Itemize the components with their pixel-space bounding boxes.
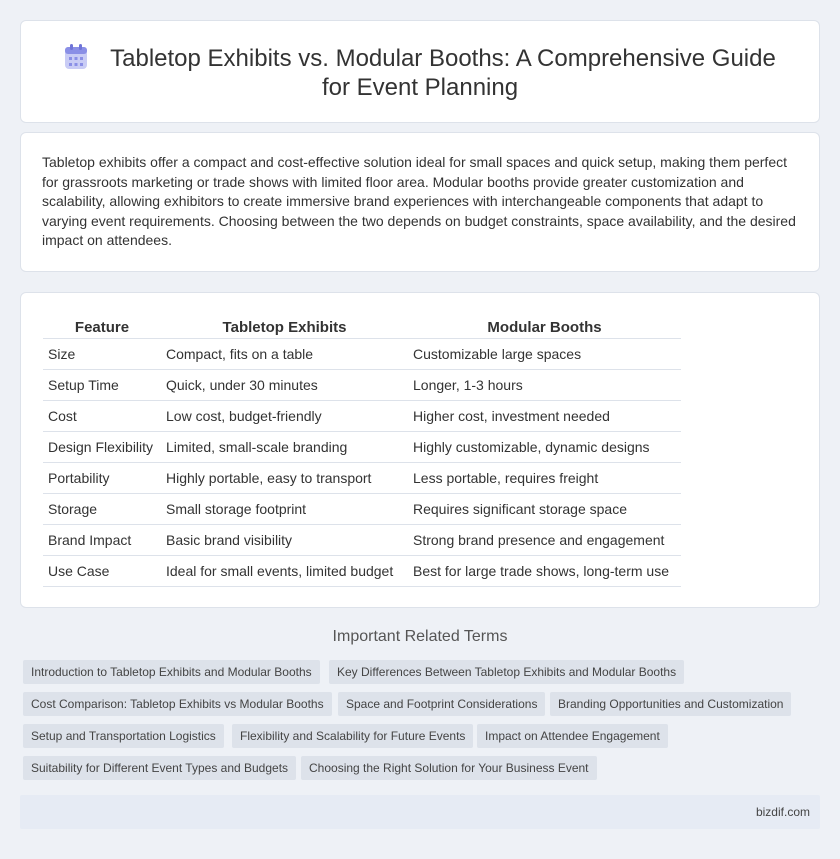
table-row: [43, 431, 681, 462]
footer: [20, 795, 820, 829]
table-cell-tabletop: Quick, under 30 minutes: [161, 369, 408, 400]
table-header-row: [43, 316, 681, 338]
related-term-tag[interactable]: Choosing the Right Solution for Your Business Event: [301, 756, 597, 780]
page-title-block: [61, 44, 779, 102]
table-row: [43, 369, 681, 400]
column-header-modular: Modular Booths: [408, 316, 681, 338]
intro-paragraph: Tabletop exhibits offer a compact and cost-effective solution ideal for small spaces and quick setup, making them perfect for grassroots marketing or trade shows with limited floor area. Modular booths provide greater customization and scalability, allowing exhibitors to create immersive brand experiences with interchangeable components that adapt to varying event requirements. Choosing between the two depends on budget constraints, space availability, and the desired impact on attendees.: [42, 154, 796, 248]
related-term-tag[interactable]: Branding Opportunities and Customization: [550, 692, 791, 716]
header-card: [20, 20, 820, 123]
table-cell-feature: Storage: [43, 493, 161, 524]
comparison-card: [20, 292, 820, 608]
table-cell-tabletop: Low cost, budget-friendly: [161, 400, 408, 431]
table-cell-modular: Best for large trade shows, long-term use: [408, 555, 681, 586]
table-cell-modular: Highly customizable, dynamic designs: [408, 431, 681, 462]
related-terms-title: Important Related Terms: [332, 628, 508, 645]
related-term-tag[interactable]: Key Differences Between Tabletop Exhibits and Modular Booths: [329, 660, 684, 684]
table-cell-feature: Size: [43, 338, 161, 369]
table-row: [43, 338, 681, 369]
comparison-table: [43, 316, 681, 587]
table-cell-tabletop: Basic brand visibility: [161, 524, 408, 555]
related-term-tag[interactable]: Suitability for Different Event Types and Budgets: [23, 756, 296, 780]
related-term-tag[interactable]: Setup and Transportation Logistics: [23, 724, 224, 748]
table-row: [43, 524, 681, 555]
table-cell-modular: Higher cost, investment needed: [408, 400, 681, 431]
table-cell-feature: Portability: [43, 462, 161, 493]
table-cell-tabletop: Small storage footprint: [161, 493, 408, 524]
related-term-tag[interactable]: Impact on Attendee Engagement: [477, 724, 668, 748]
table-row: [43, 462, 681, 493]
related-term-tag[interactable]: Flexibility and Scalability for Future Events: [232, 724, 473, 748]
table-cell-tabletop: Limited, small-scale branding: [161, 431, 408, 462]
page-title: Tabletop Exhibits vs. Modular Booths: A Comprehensive Guide for Event Planning: [110, 45, 776, 101]
table-cell-modular: Requires significant storage space: [408, 493, 681, 524]
table-cell-modular: Less portable, requires freight: [408, 462, 681, 493]
related-term-tag[interactable]: Space and Footprint Considerations: [338, 692, 545, 716]
table-cell-tabletop: Compact, fits on a table: [161, 338, 408, 369]
footer-site-link[interactable]: bizdif.com: [755, 805, 810, 819]
table-cell-tabletop: Ideal for small events, limited budget: [161, 555, 408, 586]
calendar-icon: [64, 44, 88, 70]
table-row: [43, 400, 681, 431]
table-cell-feature: Cost: [43, 400, 161, 431]
column-header-tabletop: Tabletop Exhibits: [161, 316, 408, 338]
table-cell-modular: Customizable large spaces: [408, 338, 681, 369]
table-cell-feature: Design Flexibility: [43, 431, 161, 462]
column-header-feature: Feature: [43, 316, 161, 338]
related-term-tag[interactable]: Cost Comparison: Tabletop Exhibits vs Modular Booths: [23, 692, 332, 716]
table-cell-modular: Longer, 1-3 hours: [408, 369, 681, 400]
table-cell-feature: Setup Time: [43, 369, 161, 400]
intro-card: [20, 132, 820, 272]
related-term-tag[interactable]: Introduction to Tabletop Exhibits and Modular Booths: [23, 660, 320, 684]
table-row: [43, 493, 681, 524]
table-row: [43, 555, 681, 586]
table-cell-tabletop: Highly portable, easy to transport: [161, 462, 408, 493]
table-cell-feature: Use Case: [43, 555, 161, 586]
table-cell-modular: Strong brand presence and engagement: [408, 524, 681, 555]
table-cell-feature: Brand Impact: [43, 524, 161, 555]
